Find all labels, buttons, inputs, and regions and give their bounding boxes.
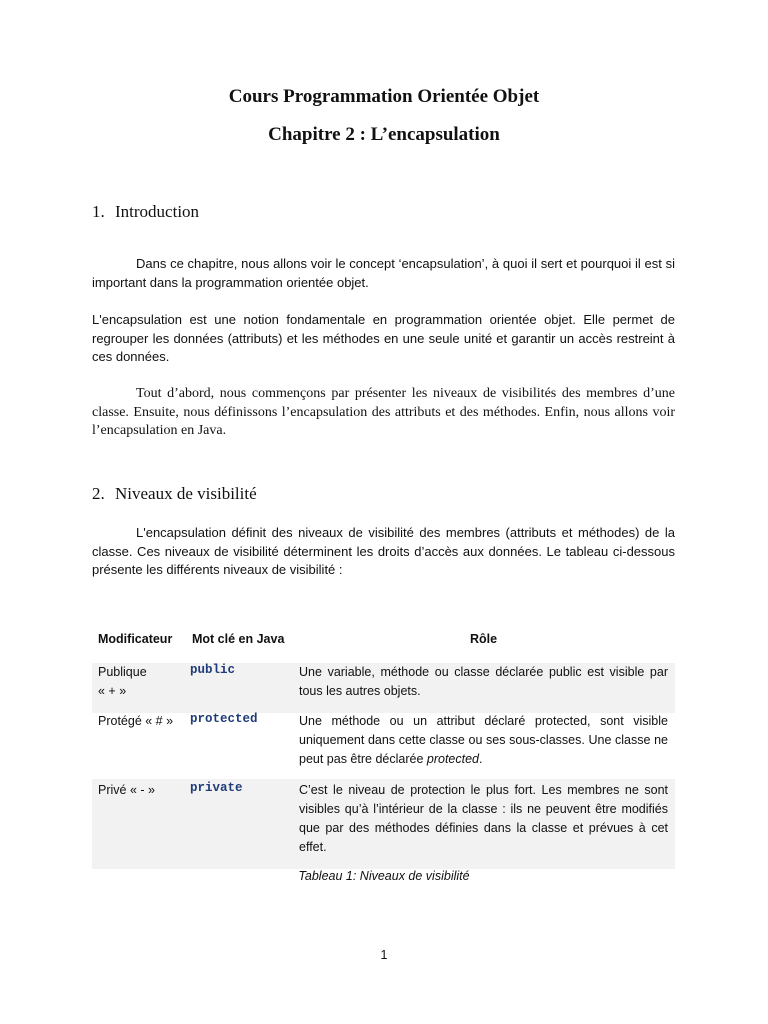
intro-paragraph-1-text: Dans ce chapitre, nous allons voir le concept ‘encapsulation’, à quoi il sert et pourquoi il est si important dans la programmation orientée objet. xyxy=(92,256,675,290)
row-public-modifier xyxy=(98,663,188,701)
row-private-role: C’est le niveau de protection le plus fort. Les membres ne sont visibles qu’à l’intérieur de la classe : ils ne peuvent être modifiés que par des méthodes définies dans la classe et prévues à cet effet. xyxy=(299,783,668,854)
row-public-role: Une variable, méthode ou classe déclarée public est visible par tous les autres objets. xyxy=(299,665,668,698)
intro-paragraph-3-text: Tout d’abord, nous commençons par présenter les niveaux de visibilités des membres d’une classe. Ensuite, nous définissons l’encapsulation des attributs et des méthodes. Enfin, nous allons voir l’encapsulation en Java. xyxy=(92,386,675,438)
intro-paragraph-2-text: L'encapsulation est une notion fondamentale en programmation orientée objet. Elle permet de regrouper les données (attributs) et les méthodes en une seule unité et garantir un accès restreint à ces données. xyxy=(92,312,675,365)
section-2-title: Niveaux de visibilité xyxy=(115,484,257,503)
visibility-paragraph-text: L'encapsulation définit des niveaux de visibilité des membres (attributs et méthodes) de la classe. Ces niveaux de visibilité déterminent les droits d’accès aux données. Le tableau ci-dessous présente les différents niveaux de visibilité : xyxy=(92,525,675,578)
row-protected-role-end: . xyxy=(479,752,483,766)
row-protected-role-italic: protected xyxy=(426,752,479,766)
section-1-number: 1. xyxy=(92,202,105,221)
row-protected-role-text: Une méthode ou un attribut déclaré protected, sont visible uniquement dans cette classe ou ses sous-classes. Une classe ne peut pas être déclarée xyxy=(299,714,668,766)
section-2-heading xyxy=(92,484,257,504)
row-public-modifier-line1: Publique xyxy=(98,665,147,679)
page-number: 1 xyxy=(380,948,388,962)
section-1-heading xyxy=(92,202,199,222)
visibility-paragraph xyxy=(92,524,675,580)
intro-paragraph-2 xyxy=(92,311,675,367)
table-caption: Tableau 1: Niveaux de visibilité xyxy=(298,869,470,883)
table-header-keyword: Mot clé en Java xyxy=(192,632,285,646)
row-public-keyword: public xyxy=(190,663,236,677)
row-public-modifier-line2: « + » xyxy=(98,684,127,698)
section-2-number: 2. xyxy=(92,484,105,503)
row-protected-modifier: Protégé « # » xyxy=(98,714,174,728)
table-header-modifier: Modificateur xyxy=(98,632,173,646)
intro-paragraph-3 xyxy=(92,385,675,441)
row-protected-keyword: protected xyxy=(190,712,258,726)
table-header-role: Rôle xyxy=(469,632,498,646)
intro-paragraph-1 xyxy=(92,255,675,292)
chapter-title: Chapitre 2 : L’encapsulation xyxy=(268,124,500,145)
section-1-title: Introduction xyxy=(115,202,200,221)
row-private-keyword: private xyxy=(190,781,243,795)
row-private-modifier: Privé « - » xyxy=(98,783,155,797)
document-title: Cours Programmation Orientée Objet xyxy=(228,86,540,107)
row-protected-role xyxy=(299,712,668,769)
